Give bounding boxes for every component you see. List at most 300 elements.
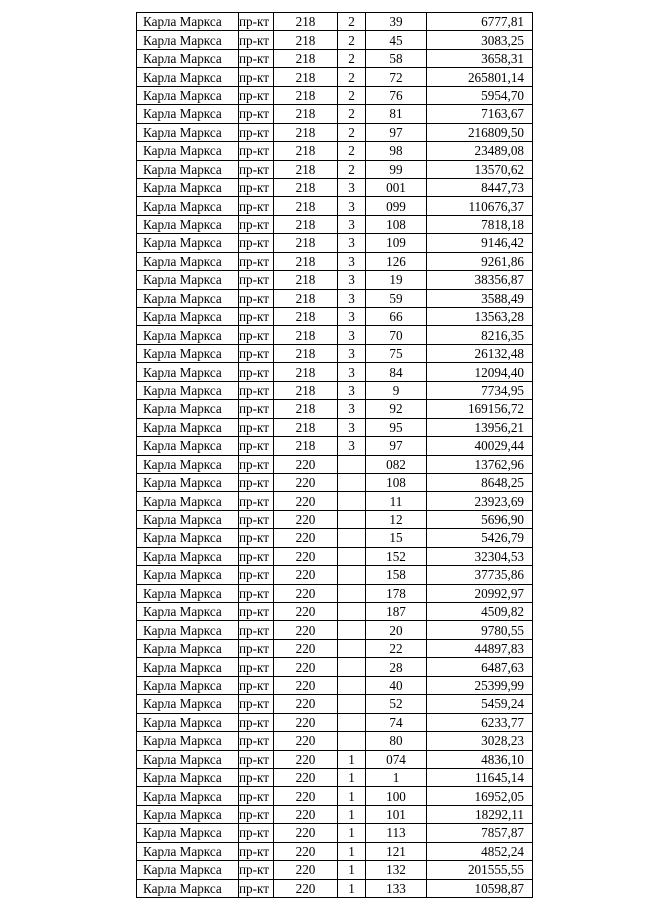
street-cell: Карла Маркса xyxy=(137,455,239,473)
street-cell: Карла Маркса xyxy=(137,326,239,344)
street-cell: Карла Маркса xyxy=(137,787,239,805)
street-type-cell: пр-кт xyxy=(239,621,274,639)
street-type-cell: пр-кт xyxy=(239,750,274,768)
street-type-cell: пр-кт xyxy=(239,400,274,418)
street-cell: Карла Маркса xyxy=(137,510,239,528)
building-cell: 1 xyxy=(338,750,366,768)
street-type-cell: пр-кт xyxy=(239,861,274,879)
table-row xyxy=(137,49,533,67)
amount-cell: 9780,55 xyxy=(427,621,533,639)
building-cell: 3 xyxy=(338,381,366,399)
building-cell: 3 xyxy=(338,308,366,326)
building-cell: 1 xyxy=(338,824,366,842)
apartment-cell: 75 xyxy=(366,344,427,362)
apartment-cell: 158 xyxy=(366,566,427,584)
house-number-cell: 218 xyxy=(274,13,338,31)
street-cell: Карла Маркса xyxy=(137,49,239,67)
building-cell xyxy=(338,621,366,639)
building-cell: 2 xyxy=(338,123,366,141)
table-row xyxy=(137,713,533,731)
street-cell: Карла Маркса xyxy=(137,732,239,750)
house-number-cell: 220 xyxy=(274,621,338,639)
amount-cell: 6487,63 xyxy=(427,658,533,676)
street-type-cell: пр-кт xyxy=(239,344,274,362)
street-type-cell: пр-кт xyxy=(239,160,274,178)
amount-cell: 7818,18 xyxy=(427,215,533,233)
apartment-cell: 98 xyxy=(366,142,427,160)
table-row xyxy=(137,861,533,879)
amount-cell: 7163,67 xyxy=(427,105,533,123)
street-type-cell: пр-кт xyxy=(239,455,274,473)
street-cell: Карла Маркса xyxy=(137,13,239,31)
apartment-cell: 100 xyxy=(366,787,427,805)
amount-cell: 7857,87 xyxy=(427,824,533,842)
amount-cell: 13762,96 xyxy=(427,455,533,473)
amount-cell: 40029,44 xyxy=(427,437,533,455)
building-cell: 1 xyxy=(338,768,366,786)
street-type-cell: пр-кт xyxy=(239,234,274,252)
table-row xyxy=(137,566,533,584)
apartment-cell: 101 xyxy=(366,805,427,823)
apartment-cell: 099 xyxy=(366,197,427,215)
table-row xyxy=(137,252,533,270)
street-type-cell: пр-кт xyxy=(239,49,274,67)
street-type-cell: пр-кт xyxy=(239,142,274,160)
street-type-cell: пр-кт xyxy=(239,252,274,270)
street-cell: Карла Маркса xyxy=(137,86,239,104)
house-number-cell: 218 xyxy=(274,49,338,67)
table-row xyxy=(137,363,533,381)
building-cell: 3 xyxy=(338,437,366,455)
building-cell: 2 xyxy=(338,49,366,67)
street-type-cell: пр-кт xyxy=(239,547,274,565)
apartment-cell: 082 xyxy=(366,455,427,473)
street-cell: Карла Маркса xyxy=(137,879,239,897)
building-cell: 3 xyxy=(338,289,366,307)
building-cell xyxy=(338,510,366,528)
street-type-cell: пр-кт xyxy=(239,768,274,786)
house-number-cell: 220 xyxy=(274,455,338,473)
table-row xyxy=(137,621,533,639)
amount-cell: 8648,25 xyxy=(427,473,533,491)
apartment-cell: 92 xyxy=(366,400,427,418)
apartment-cell: 70 xyxy=(366,326,427,344)
street-cell: Карла Маркса xyxy=(137,824,239,842)
street-type-cell: пр-кт xyxy=(239,381,274,399)
street-type-cell: пр-кт xyxy=(239,603,274,621)
building-cell: 2 xyxy=(338,68,366,86)
street-type-cell: пр-кт xyxy=(239,13,274,31)
street-cell: Карла Маркса xyxy=(137,529,239,547)
amount-cell: 12094,40 xyxy=(427,363,533,381)
table-row xyxy=(137,510,533,528)
amount-cell: 216809,50 xyxy=(427,123,533,141)
street-type-cell: пр-кт xyxy=(239,215,274,233)
street-type-cell: пр-кт xyxy=(239,566,274,584)
street-cell: Карла Маркса xyxy=(137,492,239,510)
apartment-cell: 52 xyxy=(366,695,427,713)
amount-cell: 18292,11 xyxy=(427,805,533,823)
amount-cell: 4852,24 xyxy=(427,842,533,860)
street-type-cell: пр-кт xyxy=(239,529,274,547)
building-cell: 1 xyxy=(338,879,366,897)
street-cell: Карла Маркса xyxy=(137,234,239,252)
building-cell: 3 xyxy=(338,400,366,418)
house-number-cell: 220 xyxy=(274,529,338,547)
amount-cell: 8447,73 xyxy=(427,178,533,196)
building-cell: 3 xyxy=(338,271,366,289)
debt-table xyxy=(136,12,533,898)
apartment-cell: 58 xyxy=(366,49,427,67)
building-cell xyxy=(338,639,366,657)
street-cell: Карла Маркса xyxy=(137,713,239,731)
street-type-cell: пр-кт xyxy=(239,289,274,307)
street-type-cell: пр-кт xyxy=(239,437,274,455)
amount-cell: 3588,49 xyxy=(427,289,533,307)
house-number-cell: 220 xyxy=(274,584,338,602)
street-cell: Карла Маркса xyxy=(137,676,239,694)
apartment-cell: 113 xyxy=(366,824,427,842)
table-row xyxy=(137,234,533,252)
street-type-cell: пр-кт xyxy=(239,584,274,602)
street-type-cell: пр-кт xyxy=(239,271,274,289)
table-row xyxy=(137,437,533,455)
building-cell xyxy=(338,603,366,621)
house-number-cell: 220 xyxy=(274,603,338,621)
house-number-cell: 218 xyxy=(274,160,338,178)
street-type-cell: пр-кт xyxy=(239,713,274,731)
house-number-cell: 220 xyxy=(274,713,338,731)
street-cell: Карла Маркса xyxy=(137,566,239,584)
table-row xyxy=(137,271,533,289)
building-cell: 3 xyxy=(338,234,366,252)
house-number-cell: 218 xyxy=(274,326,338,344)
amount-cell: 9146,42 xyxy=(427,234,533,252)
building-cell: 3 xyxy=(338,197,366,215)
house-number-cell: 220 xyxy=(274,510,338,528)
table-row xyxy=(137,400,533,418)
table-row xyxy=(137,197,533,215)
table-row xyxy=(137,344,533,362)
amount-cell: 32304,53 xyxy=(427,547,533,565)
street-type-cell: пр-кт xyxy=(239,68,274,86)
street-cell: Карла Маркса xyxy=(137,197,239,215)
house-number-cell: 220 xyxy=(274,750,338,768)
table-row xyxy=(137,160,533,178)
building-cell xyxy=(338,584,366,602)
amount-cell: 23489,08 xyxy=(427,142,533,160)
street-cell: Карла Маркса xyxy=(137,160,239,178)
apartment-cell: 1 xyxy=(366,768,427,786)
table-row xyxy=(137,31,533,49)
apartment-cell: 20 xyxy=(366,621,427,639)
street-type-cell: пр-кт xyxy=(239,492,274,510)
house-number-cell: 220 xyxy=(274,805,338,823)
apartment-cell: 109 xyxy=(366,234,427,252)
apartment-cell: 45 xyxy=(366,31,427,49)
street-cell: Карла Маркса xyxy=(137,289,239,307)
street-cell: Карла Маркса xyxy=(137,584,239,602)
amount-cell: 44897,83 xyxy=(427,639,533,657)
amount-cell: 10598,87 xyxy=(427,879,533,897)
apartment-cell: 80 xyxy=(366,732,427,750)
street-type-cell: пр-кт xyxy=(239,363,274,381)
table-row xyxy=(137,658,533,676)
amount-cell: 3028,23 xyxy=(427,732,533,750)
street-type-cell: пр-кт xyxy=(239,308,274,326)
street-cell: Карла Маркса xyxy=(137,381,239,399)
building-cell xyxy=(338,566,366,584)
apartment-cell: 84 xyxy=(366,363,427,381)
apartment-cell: 152 xyxy=(366,547,427,565)
table-row xyxy=(137,824,533,842)
table-row xyxy=(137,676,533,694)
building-cell: 3 xyxy=(338,326,366,344)
table-row xyxy=(137,68,533,86)
house-number-cell: 218 xyxy=(274,142,338,160)
table-row xyxy=(137,215,533,233)
street-type-cell: пр-кт xyxy=(239,824,274,842)
house-number-cell: 220 xyxy=(274,695,338,713)
building-cell: 2 xyxy=(338,86,366,104)
street-cell: Карла Маркса xyxy=(137,418,239,436)
table-row xyxy=(137,289,533,307)
apartment-cell: 108 xyxy=(366,473,427,491)
house-number-cell: 218 xyxy=(274,234,338,252)
table-row xyxy=(137,732,533,750)
apartment-cell: 11 xyxy=(366,492,427,510)
apartment-cell: 074 xyxy=(366,750,427,768)
street-cell: Карла Маркса xyxy=(137,215,239,233)
table-row xyxy=(137,105,533,123)
amount-cell: 23923,69 xyxy=(427,492,533,510)
building-cell xyxy=(338,473,366,491)
street-type-cell: пр-кт xyxy=(239,31,274,49)
building-cell: 3 xyxy=(338,252,366,270)
table-row xyxy=(137,639,533,657)
street-cell: Карла Маркса xyxy=(137,344,239,362)
street-cell: Карла Маркса xyxy=(137,31,239,49)
amount-cell: 13570,62 xyxy=(427,160,533,178)
apartment-cell: 72 xyxy=(366,68,427,86)
table-row xyxy=(137,326,533,344)
apartment-cell: 19 xyxy=(366,271,427,289)
house-number-cell: 218 xyxy=(274,381,338,399)
street-type-cell: пр-кт xyxy=(239,658,274,676)
apartment-cell: 9 xyxy=(366,381,427,399)
house-number-cell: 218 xyxy=(274,215,338,233)
table-row xyxy=(137,308,533,326)
street-cell: Карла Маркса xyxy=(137,123,239,141)
street-cell: Карла Маркса xyxy=(137,695,239,713)
apartment-cell: 133 xyxy=(366,879,427,897)
building-cell xyxy=(338,547,366,565)
apartment-cell: 66 xyxy=(366,308,427,326)
table-row xyxy=(137,879,533,897)
house-number-cell: 218 xyxy=(274,105,338,123)
amount-cell: 26132,48 xyxy=(427,344,533,362)
table-row xyxy=(137,178,533,196)
table-row xyxy=(137,805,533,823)
amount-cell: 4509,82 xyxy=(427,603,533,621)
amount-cell: 38356,87 xyxy=(427,271,533,289)
street-type-cell: пр-кт xyxy=(239,86,274,104)
street-cell: Карла Маркса xyxy=(137,603,239,621)
apartment-cell: 001 xyxy=(366,178,427,196)
street-cell: Карла Маркса xyxy=(137,805,239,823)
table-row xyxy=(137,842,533,860)
amount-cell: 25399,99 xyxy=(427,676,533,694)
street-cell: Карла Маркса xyxy=(137,750,239,768)
building-cell: 1 xyxy=(338,842,366,860)
house-number-cell: 218 xyxy=(274,271,338,289)
table-row xyxy=(137,584,533,602)
amount-cell: 6777,81 xyxy=(427,13,533,31)
building-cell xyxy=(338,732,366,750)
house-number-cell: 218 xyxy=(274,197,338,215)
table-row xyxy=(137,695,533,713)
building-cell xyxy=(338,713,366,731)
house-number-cell: 218 xyxy=(274,68,338,86)
table-row xyxy=(137,787,533,805)
house-number-cell: 220 xyxy=(274,768,338,786)
street-cell: Карла Маркса xyxy=(137,547,239,565)
street-cell: Карла Маркса xyxy=(137,271,239,289)
amount-cell: 16952,05 xyxy=(427,787,533,805)
table-row xyxy=(137,123,533,141)
street-type-cell: пр-кт xyxy=(239,326,274,344)
table-row xyxy=(137,142,533,160)
street-cell: Карла Маркса xyxy=(137,842,239,860)
house-number-cell: 218 xyxy=(274,178,338,196)
amount-cell: 11645,14 xyxy=(427,768,533,786)
table-row xyxy=(137,768,533,786)
apartment-cell: 81 xyxy=(366,105,427,123)
building-cell: 2 xyxy=(338,13,366,31)
amount-cell: 8216,35 xyxy=(427,326,533,344)
street-type-cell: пр-кт xyxy=(239,639,274,657)
amount-cell: 6233,77 xyxy=(427,713,533,731)
amount-cell: 7734,95 xyxy=(427,381,533,399)
street-cell: Карла Маркса xyxy=(137,639,239,657)
amount-cell: 20992,97 xyxy=(427,584,533,602)
apartment-cell: 95 xyxy=(366,418,427,436)
apartment-cell: 74 xyxy=(366,713,427,731)
building-cell: 2 xyxy=(338,105,366,123)
street-type-cell: пр-кт xyxy=(239,510,274,528)
apartment-cell: 28 xyxy=(366,658,427,676)
house-number-cell: 218 xyxy=(274,308,338,326)
house-number-cell: 220 xyxy=(274,879,338,897)
street-cell: Карла Маркса xyxy=(137,68,239,86)
apartment-cell: 59 xyxy=(366,289,427,307)
amount-cell: 13563,28 xyxy=(427,308,533,326)
house-number-cell: 220 xyxy=(274,787,338,805)
street-type-cell: пр-кт xyxy=(239,473,274,491)
house-number-cell: 220 xyxy=(274,547,338,565)
house-number-cell: 220 xyxy=(274,566,338,584)
house-number-cell: 220 xyxy=(274,861,338,879)
street-cell: Карла Маркса xyxy=(137,768,239,786)
house-number-cell: 218 xyxy=(274,289,338,307)
building-cell: 2 xyxy=(338,31,366,49)
street-cell: Карла Маркса xyxy=(137,861,239,879)
amount-cell: 5954,70 xyxy=(427,86,533,104)
apartment-cell: 99 xyxy=(366,160,427,178)
apartment-cell: 39 xyxy=(366,13,427,31)
table-row xyxy=(137,86,533,104)
house-number-cell: 220 xyxy=(274,732,338,750)
apartment-cell: 40 xyxy=(366,676,427,694)
apartment-cell: 76 xyxy=(366,86,427,104)
street-type-cell: пр-кт xyxy=(239,842,274,860)
street-type-cell: пр-кт xyxy=(239,197,274,215)
house-number-cell: 218 xyxy=(274,344,338,362)
amount-cell: 5696,90 xyxy=(427,510,533,528)
apartment-cell: 12 xyxy=(366,510,427,528)
apartment-cell: 22 xyxy=(366,639,427,657)
table-row xyxy=(137,529,533,547)
amount-cell: 13956,21 xyxy=(427,418,533,436)
amount-cell: 37735,86 xyxy=(427,566,533,584)
house-number-cell: 220 xyxy=(274,658,338,676)
building-cell: 3 xyxy=(338,418,366,436)
apartment-cell: 132 xyxy=(366,861,427,879)
house-number-cell: 220 xyxy=(274,842,338,860)
building-cell: 3 xyxy=(338,363,366,381)
debt-table-body xyxy=(137,13,533,898)
building-cell xyxy=(338,492,366,510)
apartment-cell: 97 xyxy=(366,437,427,455)
amount-cell: 3083,25 xyxy=(427,31,533,49)
apartment-cell: 178 xyxy=(366,584,427,602)
street-cell: Карла Маркса xyxy=(137,252,239,270)
amount-cell: 3658,31 xyxy=(427,49,533,67)
street-type-cell: пр-кт xyxy=(239,676,274,694)
building-cell: 2 xyxy=(338,160,366,178)
street-cell: Карла Маркса xyxy=(137,308,239,326)
table-row xyxy=(137,750,533,768)
table-row xyxy=(137,492,533,510)
street-type-cell: пр-кт xyxy=(239,695,274,713)
table-row xyxy=(137,455,533,473)
building-cell xyxy=(338,695,366,713)
house-number-cell: 218 xyxy=(274,437,338,455)
building-cell: 3 xyxy=(338,215,366,233)
building-cell: 3 xyxy=(338,344,366,362)
street-cell: Карла Маркса xyxy=(137,621,239,639)
house-number-cell: 218 xyxy=(274,252,338,270)
street-type-cell: пр-кт xyxy=(239,805,274,823)
table-row xyxy=(137,381,533,399)
street-type-cell: пр-кт xyxy=(239,879,274,897)
building-cell xyxy=(338,658,366,676)
apartment-cell: 187 xyxy=(366,603,427,621)
street-cell: Карла Маркса xyxy=(137,437,239,455)
table-row xyxy=(137,473,533,491)
house-number-cell: 218 xyxy=(274,86,338,104)
street-type-cell: пр-кт xyxy=(239,787,274,805)
house-number-cell: 220 xyxy=(274,473,338,491)
street-cell: Карла Маркса xyxy=(137,658,239,676)
table-row xyxy=(137,13,533,31)
table-row xyxy=(137,547,533,565)
house-number-cell: 220 xyxy=(274,676,338,694)
amount-cell: 201555,55 xyxy=(427,861,533,879)
house-number-cell: 218 xyxy=(274,400,338,418)
amount-cell: 169156,72 xyxy=(427,400,533,418)
house-number-cell: 220 xyxy=(274,639,338,657)
